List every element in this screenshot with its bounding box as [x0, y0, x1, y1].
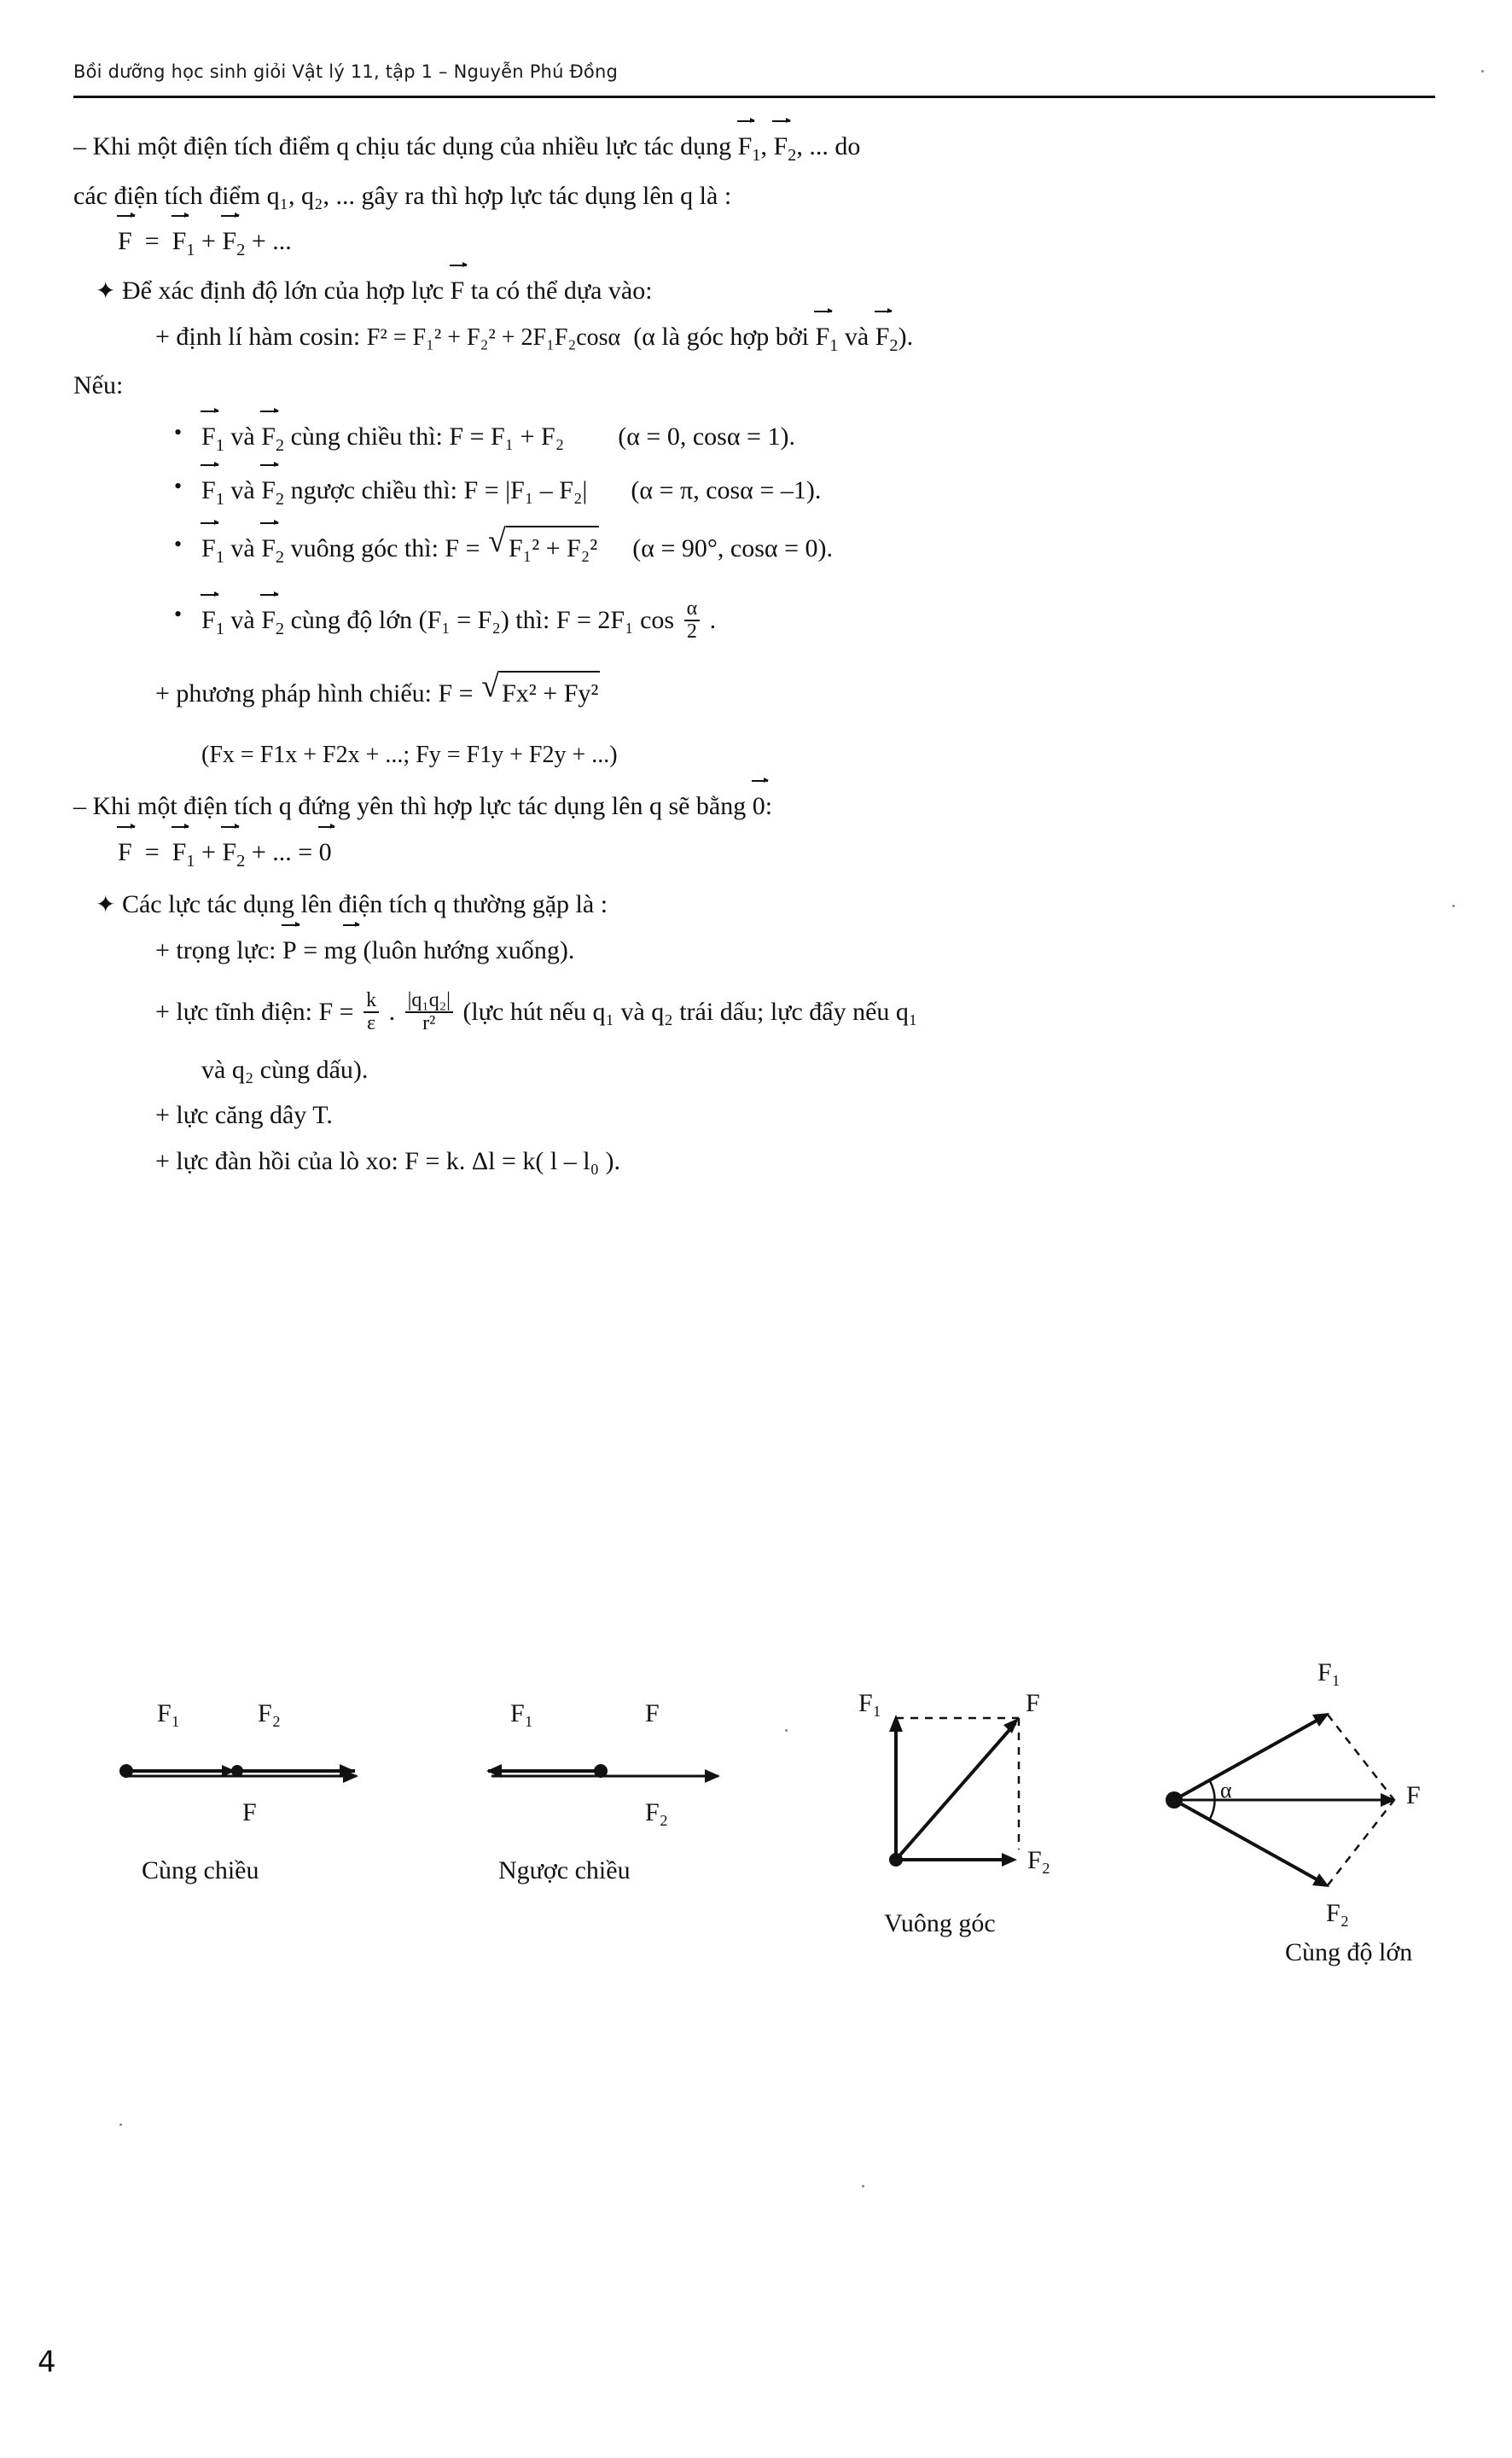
header-rule: [73, 96, 1435, 98]
formula-line-components: [73, 738, 1439, 773]
denominator: 2: [684, 620, 701, 643]
sub-1: 1: [215, 490, 224, 510]
text-run: và: [230, 476, 255, 505]
bullet-line: [73, 886, 1439, 923]
text-line-neu: [73, 367, 1439, 405]
fraction-q1q2-over-r2: [405, 990, 453, 1034]
colon: :: [765, 792, 773, 821]
formula-line-tension: [73, 1097, 1439, 1134]
figure-label-F1: F₁: [1317, 1658, 1341, 1686]
formula-line-spring: [73, 1143, 1439, 1180]
figure-label-F: F: [645, 1699, 660, 1727]
vector-F2: F: [773, 128, 788, 166]
figure-label-F: F: [1026, 1689, 1040, 1717]
plus: +: [155, 1146, 170, 1175]
text-run: (α là góc hợp bởi: [633, 322, 809, 351]
paragraph-line: [73, 128, 1439, 169]
text-run: phương pháp hình chiếu: F =: [176, 679, 474, 708]
vector-F2: F: [875, 318, 890, 356]
figure-vectors-svg: [875, 1706, 1114, 1902]
vector-F1: F: [815, 318, 829, 356]
figure-label-F: F: [1406, 1781, 1421, 1809]
vector-F2: F: [222, 834, 236, 871]
figure-label-F: F: [242, 1798, 257, 1826]
figure-caption: Cùng độ lớn: [1285, 1938, 1413, 1966]
numerator: α: [686, 597, 698, 620]
text-run: (lực hút nếu q₁ và q₂ trái dấu; lực đẩy nếu q₁: [462, 997, 918, 1026]
figure-label-F2: F₂: [645, 1798, 669, 1826]
sqrt-expression: [488, 530, 599, 568]
bullet-same-direction: [73, 418, 1439, 459]
vector-F1: F: [172, 834, 187, 871]
plus: +: [201, 837, 216, 866]
text-run: + ...: [251, 227, 292, 256]
numerator: k: [366, 988, 377, 1011]
vector-F2: F: [261, 418, 276, 456]
plus: +: [155, 679, 170, 708]
text-run: và q₂ cùng dấu).: [201, 1055, 369, 1084]
text-run: ngược chiều thì: F = |F₁ – F₂|: [290, 476, 588, 505]
text-run: lực tĩnh điện: F =: [176, 997, 354, 1026]
cosine-formula: F² = F₁² + F₂² + 2F₁F₂cosα: [366, 323, 621, 351]
cross-marker-icon: ✦: [96, 277, 116, 305]
cross-marker-icon: ✦: [96, 892, 116, 919]
figure-label-F1: F₁: [858, 1689, 882, 1717]
figure-vectors-svg: [1157, 1698, 1447, 1911]
text-run: (luôn hướng xuống).: [363, 936, 575, 965]
vector-F: F: [118, 223, 132, 260]
figure-caption: Vuông góc: [884, 1909, 996, 1937]
figure-caption: Cùng chiều: [142, 1856, 259, 1884]
multiply-dot: .: [388, 997, 396, 1026]
text-run: các điện tích điểm q₁, q₂, ... gây ra thì hợp lực tác dụng lên q là :: [73, 181, 732, 210]
sub-1: 1: [215, 620, 224, 639]
bullet-line: [73, 272, 1439, 310]
figure-label-F1: F₁: [157, 1699, 181, 1727]
radicand: Fx² + Fy²: [502, 679, 599, 708]
text-run: vuông góc thì: F =: [290, 534, 480, 563]
bullet-perpendicular: [73, 530, 1439, 571]
vector-F1: F: [201, 418, 216, 456]
sub-2: 2: [275, 620, 285, 639]
comma: ,: [760, 132, 767, 160]
vector-zero: 0: [319, 834, 332, 871]
text-run: Nếu:: [73, 371, 124, 400]
figure-label-F1: F₁: [510, 1699, 534, 1727]
running-header: Bồi dưỡng học sinh giỏi Vật lý 11, tập 1 – Nguyễn Phú Đồng: [73, 61, 619, 82]
text-run: lực đàn hồi của lò xo: F = k. Δl = k( l – l₀ ).: [176, 1146, 621, 1175]
plus: +: [201, 227, 216, 256]
text-run: Để xác định độ lớn của hợp lực: [121, 276, 445, 305]
formula-line-coulomb: [73, 988, 1439, 1036]
figure-nguoc-chieu: [474, 1699, 765, 1925]
vector-F2: F: [261, 602, 276, 639]
fraction-k-over-epsilon: [363, 990, 379, 1034]
vector-F1: F: [738, 128, 753, 166]
text-run: – Khi một điện tích điểm q chịu tác dụng của nhiều lực tác dụng: [73, 132, 732, 160]
text-run: + ... =: [251, 837, 313, 866]
text-run: (Fx = F1x + F2x + ...; Fy = F1y + F2y + ...): [201, 741, 618, 768]
plus: +: [155, 1101, 170, 1130]
paragraph-line: [73, 178, 1439, 215]
sub-1: 1: [186, 241, 195, 260]
sub-1: 1: [752, 146, 761, 166]
radicand: F₁² + F₂²: [509, 534, 598, 563]
vector-F1: F: [201, 602, 216, 639]
vector-F2: F: [222, 223, 236, 260]
sub-1: 1: [829, 335, 839, 355]
sub-2: 2: [275, 490, 285, 510]
formula-line-projection: [73, 675, 1439, 713]
page-number: 4: [38, 2345, 56, 2379]
page-body: [73, 128, 1439, 1188]
vector-g: g: [344, 932, 357, 970]
sub-2: 2: [788, 146, 797, 166]
plus: +: [155, 936, 170, 965]
text-run: ta có thể dựa vào:: [470, 276, 653, 305]
denominator: r²: [405, 1011, 453, 1034]
vector-F: F: [118, 834, 132, 871]
equals: =: [144, 837, 160, 866]
figure-cung-do-lon: [1157, 1651, 1464, 1966]
formula-line-weight: [73, 932, 1439, 970]
figure-caption: Ngược chiều: [498, 1856, 631, 1884]
text-run: cùng chiều thì: F = F₁ + F₂: [290, 422, 565, 451]
sub-1: 1: [215, 435, 224, 455]
sub-1: 1: [186, 851, 195, 871]
figure-label-alpha: α: [1220, 1778, 1232, 1803]
text-run: định lí hàm cosin:: [176, 322, 361, 351]
sub-2: 2: [236, 241, 246, 260]
bullet-opposite-direction: [73, 472, 1439, 513]
formula-line-cosin: [73, 318, 1439, 359]
numerator: |q₁q₂|: [407, 988, 451, 1011]
formula-line-F-sum: [73, 223, 1439, 264]
plus: +: [155, 997, 170, 1026]
equals: =: [303, 936, 318, 965]
figure-cung-chieu: [108, 1699, 398, 1925]
text-run: lực căng dây T.: [176, 1101, 333, 1130]
vector-F1: F: [201, 530, 216, 568]
vector-F1: F: [201, 472, 216, 510]
formula-line-F-equals-zero: [73, 834, 1439, 875]
figure-vuong-goc: [841, 1669, 1123, 1950]
text-run: và: [230, 605, 255, 634]
vector-F: F: [451, 272, 465, 310]
sub-2: 2: [236, 851, 246, 871]
text-run: trọng lực:: [176, 936, 276, 965]
sqrt-expression: [481, 675, 600, 713]
text-run: và: [230, 534, 255, 563]
text-run: ).: [898, 322, 914, 351]
vector-zero: 0: [753, 788, 765, 825]
condition: (α = 90°, cosα = 0).: [632, 534, 833, 563]
condition: (α = 0, cosα = 1).: [618, 422, 795, 451]
sub-1: 1: [215, 548, 224, 568]
equals: =: [144, 227, 160, 256]
paragraph-line: [73, 1051, 1439, 1089]
plus: +: [155, 322, 170, 351]
period: .: [709, 605, 717, 634]
text-run: cùng độ lớn (F₁ = F₂) thì: F = 2F₁ cos: [290, 605, 675, 634]
sub-2: 2: [275, 435, 285, 455]
fraction-alpha-over-2: [684, 598, 701, 643]
bullet-equal-magnitude: [73, 597, 1439, 644]
m-symbol: m: [323, 936, 344, 965]
vector-F2: F: [261, 472, 276, 510]
text-run: Các lực tác dụng lên điện tích q thường gặp là :: [121, 890, 608, 919]
sub-2: 2: [889, 335, 898, 355]
text-run: , ... do: [796, 132, 861, 160]
vector-F2: F: [261, 530, 276, 568]
vector-P: P: [282, 932, 297, 970]
sub-2: 2: [275, 548, 285, 568]
text-run: – Khi một điện tích q đứng yên thì hợp lực tác dụng lên q sẽ bằng: [73, 792, 747, 821]
vector-F1: F: [172, 223, 187, 260]
condition: (α = π, cosα = –1).: [631, 476, 822, 505]
denominator: ε: [363, 1011, 379, 1034]
text-run: và: [844, 322, 869, 351]
paragraph-line: [73, 788, 1439, 825]
figure-label-F2: F₂: [1027, 1846, 1051, 1874]
figure-row: [73, 1658, 1473, 2078]
text-run: và: [230, 422, 255, 451]
figure-label-F2: F₂: [258, 1699, 282, 1727]
figure-label-F2: F₂: [1326, 1899, 1350, 1927]
